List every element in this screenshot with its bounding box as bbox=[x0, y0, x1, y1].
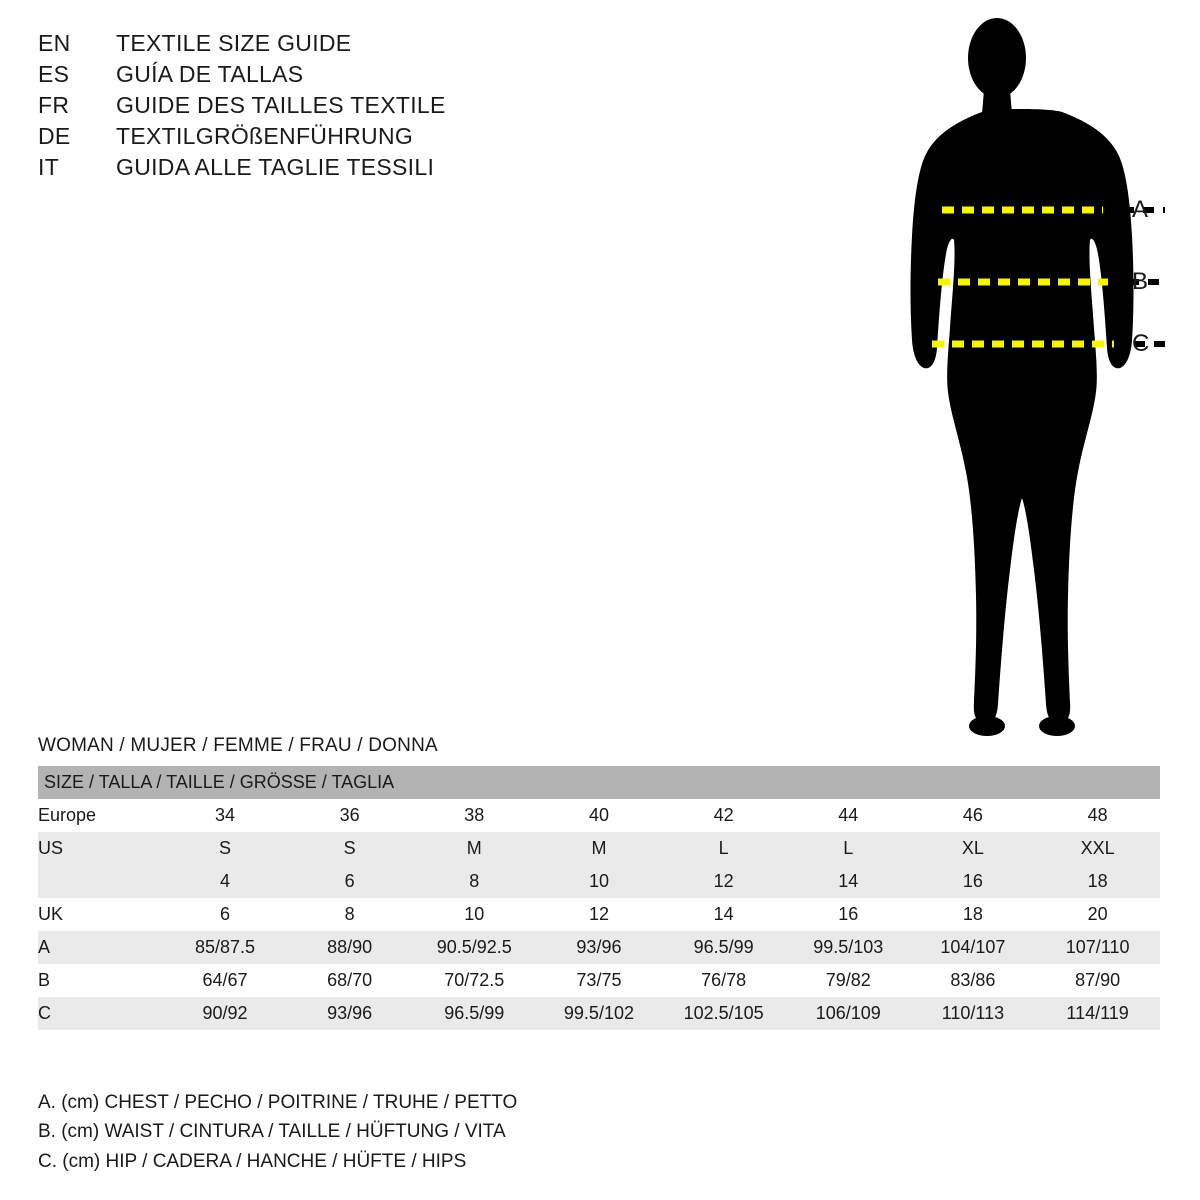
cell-a-7: 104/107 bbox=[911, 931, 1036, 964]
cell-usnum-6: 14 bbox=[786, 865, 911, 898]
cell-c-1: 90/92 bbox=[163, 997, 288, 1030]
cell-usnum-8: 18 bbox=[1035, 865, 1160, 898]
language-code-it: IT bbox=[38, 154, 60, 180]
row-label-a: A bbox=[38, 931, 163, 964]
cell-b-4: 73/75 bbox=[537, 964, 662, 997]
cell-c-3: 96.5/99 bbox=[412, 997, 537, 1030]
table-row bbox=[38, 865, 1160, 898]
cell-b-6: 79/82 bbox=[786, 964, 911, 997]
measurement-figure bbox=[860, 10, 1190, 750]
cell-usnum-1: 4 bbox=[163, 865, 288, 898]
cell-uk-5: 14 bbox=[661, 898, 786, 931]
cell-europe-4: 40 bbox=[537, 799, 662, 832]
cell-b-7: 83/86 bbox=[911, 964, 1036, 997]
language-row-fr bbox=[38, 92, 558, 123]
row-label-europe: Europe bbox=[38, 799, 163, 832]
cell-c-7: 110/113 bbox=[911, 997, 1036, 1030]
size-table-section bbox=[38, 735, 1160, 1030]
cell-c-6: 106/109 bbox=[786, 997, 911, 1030]
cell-us-5: L bbox=[661, 832, 786, 865]
language-title-de: TEXTILGRÖßENFÜHRUNG bbox=[116, 123, 414, 149]
language-row-en bbox=[38, 30, 558, 61]
cell-uk-1: 6 bbox=[163, 898, 288, 931]
cell-europe-8: 48 bbox=[1035, 799, 1160, 832]
table-section-heading: WOMAN / MUJER / FEMME / FRAU / DONNA bbox=[38, 735, 438, 756]
row-label-us-numeric bbox=[38, 865, 163, 898]
language-title-it: GUIDA ALLE TAGLIE TESSILI bbox=[116, 154, 435, 180]
figure-label-b: B bbox=[1132, 268, 1149, 295]
row-label-us: US bbox=[38, 832, 163, 865]
table-row bbox=[38, 832, 1160, 865]
cell-europe-5: 42 bbox=[661, 799, 786, 832]
table-row bbox=[38, 931, 1160, 964]
figure-label-c: C bbox=[1132, 330, 1150, 357]
cell-usnum-2: 6 bbox=[287, 865, 412, 898]
language-code-en: EN bbox=[38, 30, 71, 56]
table-row bbox=[38, 997, 1160, 1030]
cell-b-5: 76/78 bbox=[661, 964, 786, 997]
cell-a-8: 107/110 bbox=[1035, 931, 1160, 964]
footnote-c: C. (cm) HIP / CADERA / HANCHE / HÜFTE / HIPS bbox=[38, 1150, 467, 1172]
cell-a-3: 90.5/92.5 bbox=[412, 931, 537, 964]
cell-a-4: 93/96 bbox=[537, 931, 662, 964]
cell-usnum-3: 8 bbox=[412, 865, 537, 898]
cell-us-4: M bbox=[537, 832, 662, 865]
cell-us-3: M bbox=[412, 832, 537, 865]
row-label-c: C bbox=[38, 997, 163, 1030]
cell-c-5: 102.5/105 bbox=[661, 997, 786, 1030]
cell-uk-6: 16 bbox=[786, 898, 911, 931]
language-code-de: DE bbox=[38, 123, 71, 149]
cell-uk-4: 12 bbox=[537, 898, 662, 931]
size-table bbox=[38, 766, 1160, 1030]
cell-europe-2: 36 bbox=[287, 799, 412, 832]
cell-uk-7: 18 bbox=[911, 898, 1036, 931]
table-row bbox=[38, 799, 1160, 832]
cell-us-8: XXL bbox=[1035, 832, 1160, 865]
language-title-en: TEXTILE SIZE GUIDE bbox=[116, 30, 352, 56]
cell-usnum-5: 12 bbox=[661, 865, 786, 898]
language-title-fr: GUIDE DES TAILLES TEXTILE bbox=[116, 92, 446, 118]
row-label-b: B bbox=[38, 964, 163, 997]
table-row bbox=[38, 898, 1160, 931]
row-label-uk: UK bbox=[38, 898, 163, 931]
cell-c-2: 93/96 bbox=[287, 997, 412, 1030]
footnote-a: A. (cm) CHEST / PECHO / POITRINE / TRUHE / PETTO bbox=[38, 1092, 518, 1113]
cell-europe-1: 34 bbox=[163, 799, 288, 832]
footnote-b: B. (cm) WAIST / CINTURA / TAILLE / HÜFTUNG / VITA bbox=[38, 1121, 506, 1143]
cell-b-1: 64/67 bbox=[163, 964, 288, 997]
table-header-row bbox=[38, 766, 1160, 799]
language-title-es: GUÍA DE TALLAS bbox=[116, 61, 304, 87]
cell-us-1: S bbox=[163, 832, 288, 865]
cell-a-1: 85/87.5 bbox=[163, 931, 288, 964]
woman-silhouette-icon bbox=[860, 10, 1190, 750]
cell-uk-3: 10 bbox=[412, 898, 537, 931]
cell-b-3: 70/72.5 bbox=[412, 964, 537, 997]
language-row-de bbox=[38, 123, 558, 154]
cell-us-7: XL bbox=[911, 832, 1036, 865]
table-row bbox=[38, 964, 1160, 997]
language-row-es bbox=[38, 61, 558, 92]
cell-us-6: L bbox=[786, 832, 911, 865]
language-code-es: ES bbox=[38, 61, 70, 87]
language-title-block bbox=[38, 30, 558, 185]
cell-b-2: 68/70 bbox=[287, 964, 412, 997]
footnote-block bbox=[38, 1088, 938, 1176]
cell-usnum-4: 10 bbox=[537, 865, 662, 898]
cell-a-6: 99.5/103 bbox=[786, 931, 911, 964]
cell-a-5: 96.5/99 bbox=[661, 931, 786, 964]
cell-usnum-7: 16 bbox=[911, 865, 1036, 898]
cell-us-2: S bbox=[287, 832, 412, 865]
cell-europe-6: 44 bbox=[786, 799, 911, 832]
cell-europe-3: 38 bbox=[412, 799, 537, 832]
language-row-it bbox=[38, 154, 558, 185]
cell-a-2: 88/90 bbox=[287, 931, 412, 964]
cell-uk-2: 8 bbox=[287, 898, 412, 931]
cell-uk-8: 20 bbox=[1035, 898, 1160, 931]
cell-c-4: 99.5/102 bbox=[537, 997, 662, 1030]
table-header-label: SIZE / TALLA / TAILLE / GRÖSSE / TAGLIA bbox=[44, 772, 395, 792]
cell-b-8: 87/90 bbox=[1035, 964, 1160, 997]
cell-c-8: 114/119 bbox=[1035, 997, 1160, 1030]
language-code-fr: FR bbox=[38, 92, 70, 118]
cell-europe-7: 46 bbox=[911, 799, 1036, 832]
figure-label-a: A bbox=[1132, 196, 1149, 223]
